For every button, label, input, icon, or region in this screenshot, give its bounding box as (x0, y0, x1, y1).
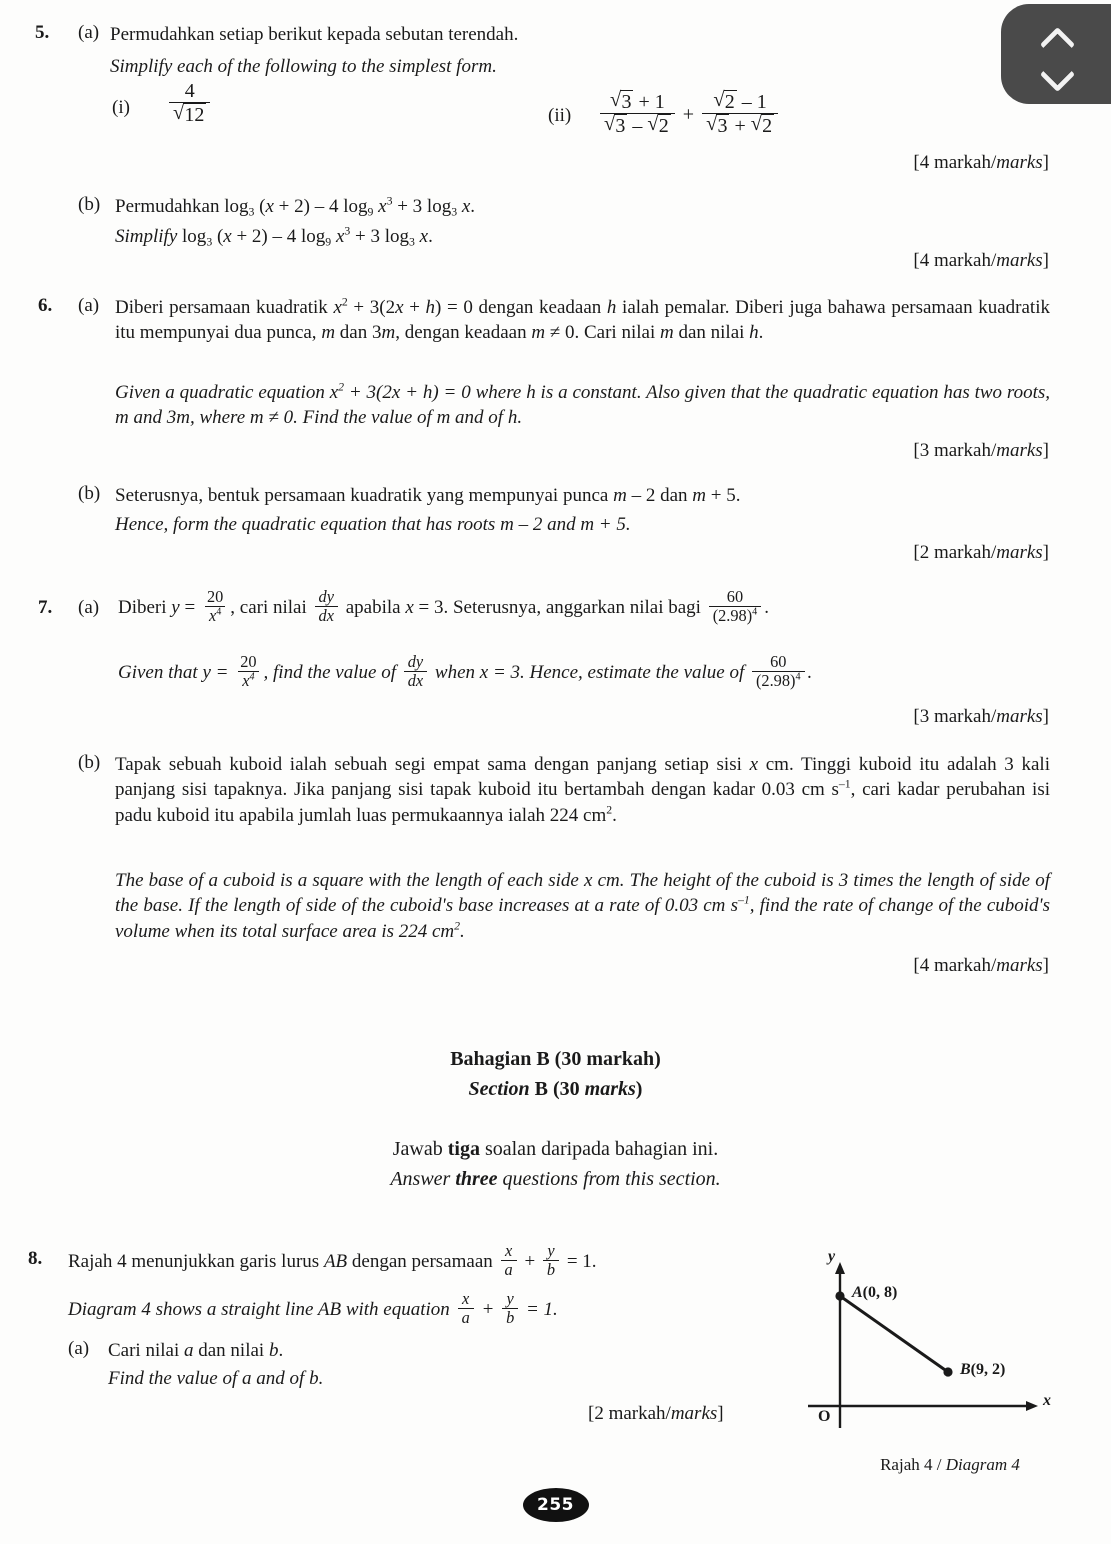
section-b-instruction-malay: Jawab tiga soalan daripada bahagian ini. (392, 1138, 719, 1160)
page-number-badge: 255 (523, 1488, 589, 1522)
diagram-4-caption: Rajah 4 / Diagram 4 (880, 1455, 1020, 1474)
plus-operator: + (682, 103, 695, 126)
question-6a-english: Given a quadratic equation $x^2 + 3(2x + h) = 0$ where h is a constant. Also given that the quadratic equation has two roots, m and 3m, where m ≠ 0. Find the value of m and of h. (115, 380, 1050, 429)
question-6a-malay: Diberi persamaan kuadratik $x^2 + 3(2x + h) = 0$ dengan keadaan h ialah pemalar. Diberi juga bahawa persamaan kuadratik itu mempunyai dua punca, m dan 3m, dengan keadaan m ≠ 0. Cari nilai m dan nilai h. (115, 295, 1050, 344)
frac1-numerator: √ 3 + 1 (606, 90, 669, 113)
point-a-coords: (0, 8) (862, 1284, 898, 1301)
section-b-heading-malay: Bahagian B (30 markah) (450, 1048, 661, 1070)
origin-label: O (818, 1408, 831, 1425)
question-5a-malay: Permudahkan setiap berikut kepada sebutan terendah. (110, 24, 519, 45)
question-7a-label: (a) (78, 597, 100, 618)
point-a-marker (835, 1291, 844, 1300)
frac2-denominator: √ 3 + √ 2 (702, 113, 778, 137)
expression-5a-i (166, 79, 213, 129)
question-6b-label: (b) (78, 483, 101, 504)
point-b-marker (943, 1367, 952, 1376)
question-8a-malay: Cari nilai a dan nilai b. (108, 1340, 284, 1361)
section-b-instruction-english: Answer three questions from this section. (390, 1168, 721, 1190)
question-7b-label: (b) (78, 752, 101, 773)
marks-6a: [3 markah/marks] (913, 440, 1049, 461)
question-8a-english: Find the value of a and of b. (108, 1368, 324, 1389)
question-6b-english: Hence, form the quadratic equation that has roots m – 2 and m + 5. (115, 514, 631, 535)
question-7b-english: The base of a cuboid is a square with the length of each side x cm. The height of the cuboid is 3 times the length of side of the base. If the length of side of the cuboid's base increases at a rate of 0.03 cm $s^{-1}$, find the rate of change of the cuboid's volume when its total surface area is 224 $cm^2$. (115, 870, 1050, 942)
question-7b-malay: Tapak sebuah kuboid ialah sebuah segi empat sama dengan panjang setiap sisi x cm. Tinggi kuboid itu adalah 3 kali panjang sisi tapaknya. Jika panjang sisi tapak kuboid itu bertambah dengan kadar 0.03 cm $s^{-1}$, cari kadar perubahan isi padu kuboid itu apabila jumlah luas permukaannya ialah 224 $cm^2$. (115, 754, 1050, 826)
marks-6b: [2 markah/marks] (913, 542, 1049, 563)
question-6a-label: (a) (78, 295, 100, 316)
chevron-down-icon[interactable] (1039, 59, 1073, 79)
marks-5a: [4 markah/marks] (913, 152, 1049, 173)
section-b-heading-english: Section B (30 marks) (468, 1078, 643, 1100)
x-axis-label: x (1043, 1392, 1051, 1409)
question-7a-english: Given that y = $\frac{20}{x^4}$ , find the value of $\frac{dy}{dx}$ when x = 3. Hence, estimate the value of $\frac{60}{(2.98)^4}$ . (118, 652, 813, 691)
marks-5b: [4 markah/marks] (913, 250, 1049, 271)
x-axis-arrowhead (1026, 1401, 1038, 1411)
question-5a-i-label: (i) (112, 97, 130, 118)
y-axis-arrowhead (835, 1262, 845, 1274)
marks-7b: [4 markah/marks] (913, 955, 1049, 976)
question-7-number: 7. (38, 597, 53, 618)
line-segment-ab (840, 1296, 948, 1372)
diagram-4-graph (800, 1248, 1100, 1448)
frac-numerator: 4 (184, 79, 195, 102)
question-5b-english: Simplify $\log_3 (x + 2) - 4$ $\log_9 x^3 + 3$ $\log_3 x$. (115, 224, 433, 249)
question-5a-english: Simplify each of the following to the simplest form. (110, 56, 497, 77)
scroll-navigation-widget[interactable] (1001, 4, 1111, 104)
frac2-numerator: √ 2 – 1 (709, 90, 770, 113)
marks-7a: [3 markah/marks] (913, 706, 1049, 727)
question-5-number: 5. (35, 22, 50, 43)
question-7a-malay: Diberi y = $\frac{20}{x^4}$ , cari nilai $\frac{dy}{dx}$ apabila x = 3. Seterusnya, anggarkan nilai bagi $\frac{60}{(2.98)^4}$ . (118, 587, 769, 626)
question-6b-malay: Seterusnya, bentuk persamaan kuadratik yang mempunyai punca m – 2 dan m + 5. (115, 485, 741, 506)
question-8a-label: (a) (68, 1338, 90, 1359)
question-6-number: 6. (38, 295, 53, 316)
question-8-malay: Rajah 4 menunjukkan garis lurus AB dengan persamaan $\frac{x}{a}$ + $\frac{y}{b}$ = 1. (68, 1241, 597, 1280)
chevron-up-icon[interactable] (1039, 29, 1073, 49)
point-a-label: A(0, 8) (852, 1284, 898, 1301)
point-b-label: B(9, 2) (960, 1361, 1006, 1378)
question-5a-ii-label: (ii) (548, 105, 572, 126)
marks-8a: [2 markah/marks] (588, 1403, 724, 1424)
question-5b-label: (b) (78, 194, 101, 215)
question-8-number: 8. (28, 1248, 43, 1269)
question-8-english: Diagram 4 shows a straight line AB with equation $\frac{x}{a}$ + $\frac{y}{b}$ = 1. (68, 1289, 558, 1328)
question-5a-label: (a) (78, 22, 100, 43)
frac1-denominator: √ 3 – √ 2 (600, 113, 675, 137)
expression-5a-ii (597, 92, 781, 140)
y-axis-label: y (828, 1248, 836, 1265)
frac-denominator: √ 12 (169, 102, 210, 126)
point-b-coords: (9, 2) (970, 1361, 1006, 1378)
diagram-4-svg (800, 1248, 1100, 1448)
question-5b-malay: Permudahkan $\log_3 (x + 2) - 4$ $\log_9 x^3 + 3$ $\log_3 x$. (115, 194, 476, 219)
